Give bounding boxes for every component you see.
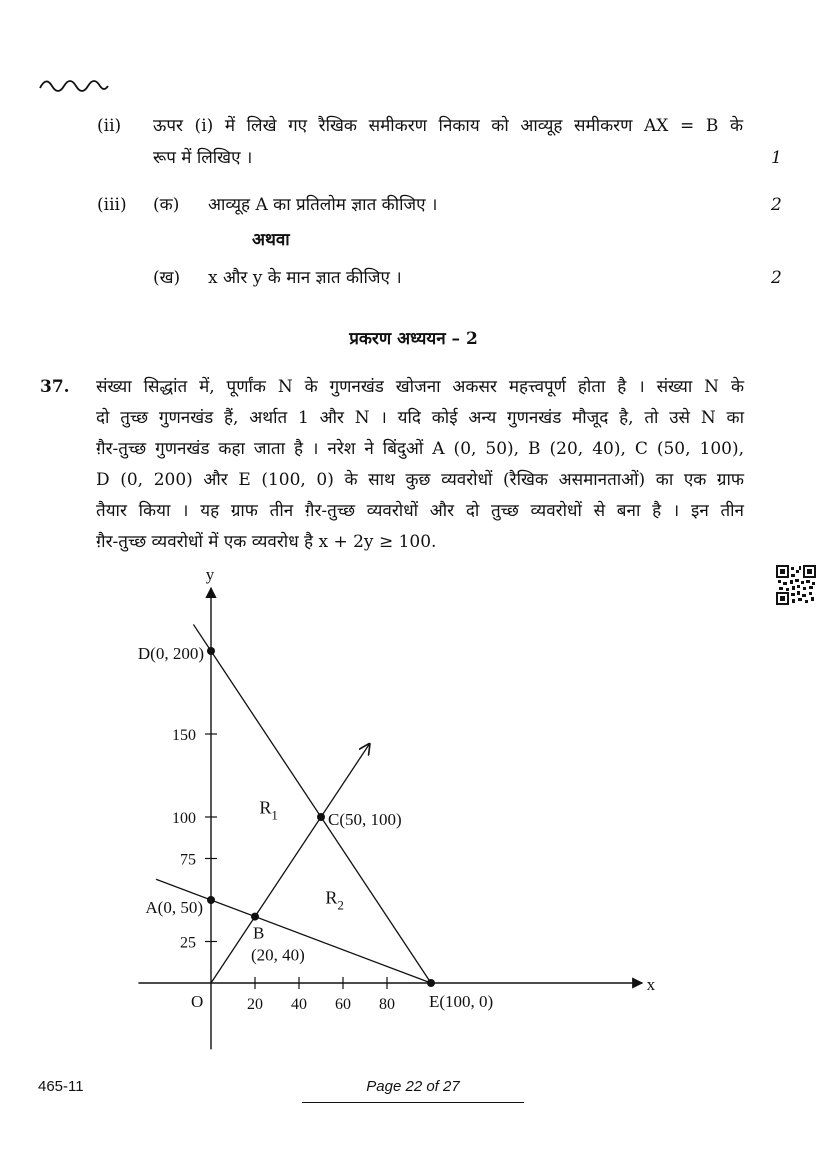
point-A bbox=[207, 896, 215, 904]
page-number: Page 22 of 27 bbox=[366, 1078, 460, 1095]
or-separator: अथवा bbox=[252, 230, 290, 250]
region-label-2: $R_2$ bbox=[325, 887, 344, 913]
point-label-A: A(0, 50) bbox=[145, 898, 203, 917]
constraint-line-1 bbox=[156, 879, 431, 983]
q-iii-b-text: x और y के मान ज्ञात कीजिए । bbox=[208, 268, 402, 288]
q-iii-a-label: (क) bbox=[153, 195, 180, 215]
point-label-D: D(0, 200) bbox=[137, 644, 204, 663]
x-tick-label-60: 60 bbox=[335, 996, 351, 1013]
point-D bbox=[207, 647, 215, 655]
feasible-region-graph bbox=[0, 555, 827, 1060]
q-ii-line2: रूप में लिखिए । bbox=[153, 148, 253, 168]
q-iii-b-marks: 2 bbox=[771, 268, 782, 288]
y-axis-label: y bbox=[205, 564, 215, 584]
region-label-1: $R_1$ bbox=[259, 797, 278, 823]
point-label-B: B bbox=[253, 923, 265, 943]
paper-code: 465-11 bbox=[38, 1078, 84, 1095]
x-axis-label: x bbox=[646, 975, 656, 994]
q37-number: 37. bbox=[40, 377, 70, 397]
case-study-heading: प्रकरण अध्ययन – 2 bbox=[349, 329, 478, 349]
point-coords-B: (20, 40) bbox=[251, 945, 305, 965]
point-B bbox=[251, 913, 259, 921]
x-tick-label-80: 80 bbox=[379, 996, 395, 1013]
q37-line5: तैयार किया । यह ग्राफ तीन ग़ैर-तुच्छ व्यवरोधों और दो तुच्छ व्यवरोधों से बना है । इन तीन bbox=[96, 501, 744, 521]
origin-label: O bbox=[191, 992, 204, 1011]
q37-line4: D (0, 200) और E (100, 0) के साथ कुछ व्यवरोधों (रैखिक असमानताओं) का एक ग्राफ bbox=[96, 470, 744, 490]
page-number-underline bbox=[302, 1102, 524, 1103]
y-tick-label-25: 25 bbox=[180, 934, 196, 952]
q-ii-marks: 1 bbox=[771, 148, 782, 168]
q-iii-a-marks: 2 bbox=[771, 195, 782, 215]
point-E bbox=[427, 979, 435, 987]
q-iii-a-text: आव्यूह A का प्रतिलोम ज्ञात कीजिए । bbox=[208, 195, 438, 215]
y-tick-label-150: 150 bbox=[172, 727, 196, 744]
y-tick-label-75: 75 bbox=[180, 851, 196, 869]
region-subscript-1: 1 bbox=[271, 807, 278, 823]
q37-line3: ग़ैर-तुच्छ गुणनखंड कहा जाता है । नरेश ने बिंदुओं A (0, 50), B (20, 40), C (50, 100), bbox=[96, 439, 744, 459]
constraint-line-2 bbox=[193, 624, 431, 983]
y-tick-label-100: 100 bbox=[172, 810, 196, 827]
continuation-squiggle-icon bbox=[38, 74, 110, 96]
q37-line6: ग़ैर-तुच्छ व्यवरोधों में एक व्यवरोध है x + 2y ≥ 100. bbox=[96, 532, 437, 552]
q37-line1: संख्या सिद्धांत में, पूर्णांक N के गुणनखंड खोजना अकसर महत्त्वपूर्ण होता है । संख्या N के bbox=[96, 377, 744, 397]
x-tick-label-40: 40 bbox=[291, 996, 307, 1013]
q-iii-number: (iii) bbox=[97, 195, 127, 215]
point-C bbox=[317, 813, 325, 821]
q-iii-b-label: (ख) bbox=[153, 268, 181, 288]
point-label-C: C(50, 100) bbox=[328, 810, 402, 829]
point-label-E: E(100, 0) bbox=[429, 992, 494, 1011]
x-tick-label-20: 20 bbox=[247, 996, 263, 1013]
q37-line2: दो तुच्छ गुणनखंड हैं, अर्थात 1 और N । यदि कोई अन्य गुणनखंड मौजूद है, तो उसे N का bbox=[96, 408, 744, 428]
region-subscript-2: 2 bbox=[337, 897, 344, 913]
q-ii-line1: ऊपर (i) में लिखे गए रैखिक समीकरण निकाय को आव्यूह समीकरण AX = B के bbox=[153, 116, 743, 136]
q-ii-number: (ii) bbox=[97, 116, 122, 136]
